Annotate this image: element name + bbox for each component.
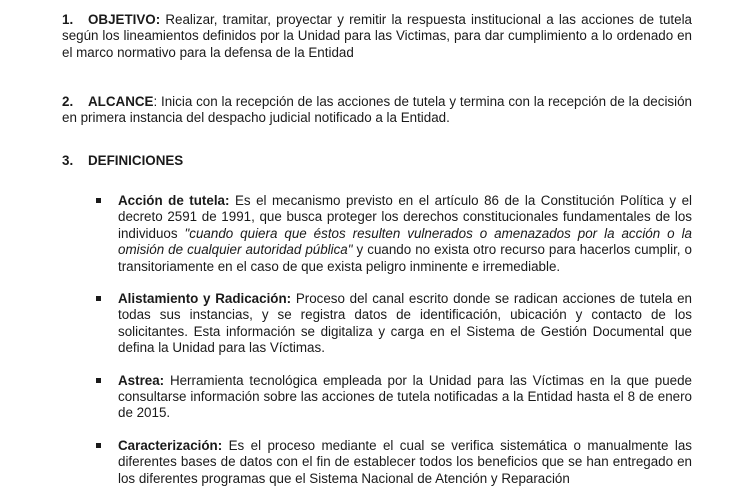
definition-term: Alistamiento y Radicación: [118, 291, 292, 307]
section-number: 1. [62, 12, 74, 27]
definition-text: Es el proceso mediante el cual se verifica sistemática o manualmente las diferentes bases de datos con el fin de establecer todos los beneficios que se han entregado en los diferentes programas que el Sistema Nacional de Atención y Reparación [118, 437, 692, 486]
section-text: : Inicia con la recepción de las acciones de tutela y termina con la recepción de la decisión en primera instancia del despacho judicial notificado a la Entidad. [62, 94, 692, 126]
definition-term: Acción de tutela: [118, 193, 230, 208]
definition-item [96, 193, 692, 275]
definition-item [96, 373, 692, 422]
square-bullet-icon [96, 443, 101, 448]
section-number: 3. [62, 153, 74, 168]
definition-item [96, 291, 692, 357]
definition-text: Herramienta tecnológica empleada por la Unidad para las Víctimas en la que puede consultarse información sobre las acciones de tutela notificadas a la Entidad hasta el 8 de enero de 2015. [118, 372, 692, 421]
definition-item [96, 438, 692, 487]
square-bullet-icon [96, 198, 101, 203]
definition-text: Proceso del canal escrito donde se radican acciones de tutela en todas sus instancias, y se registra datos de identificación, ubicación y contacto de los solicitantes. Esta información se digitaliza y carga en el Sistema de Gestión Documental que defina la Unidad para las Víctimas. [118, 291, 692, 356]
definition-quote: "cuando quiera que éstos resulten vulnerados o amenazados por la acción o la omisión de cualquier autoridad pública" [118, 225, 692, 258]
section-number: 2. [62, 94, 74, 109]
definition-text-end: y cuando no exista otro recurso para hacerlos cumplir, o transitoriamente en el caso de que exista peligro inminente e irremediable. [118, 242, 692, 274]
definition-text: Es el mecanismo previsto en el artículo 86 de la Constitución Política y el decreto 2591 de 1991, que busca proteger los derechos constitucionales fundamentales de los individuos [118, 193, 692, 241]
section-heading: OBJETIVO: [88, 12, 161, 27]
square-bullet-icon [96, 378, 101, 383]
section-definiciones [62, 153, 692, 169]
definitions-list [96, 193, 692, 503]
section-heading: DEFINICIONES [88, 153, 184, 168]
section-alcance [62, 94, 692, 127]
square-bullet-icon [96, 296, 101, 301]
section-heading: ALCANCE [88, 94, 154, 109]
definition-term: Astrea: [118, 372, 165, 388]
definition-term: Caracterización: [118, 437, 223, 453]
section-text: Realizar, tramitar, proyectar y remitir la respuesta institucional a las acciones de tutela según los lineamientos definidos por la Unidad para las Victimas, para dar cumplimiento a lo ordenado en el marco normativo para la defensa de la Entidad [62, 12, 692, 60]
section-objetivo [62, 12, 692, 61]
